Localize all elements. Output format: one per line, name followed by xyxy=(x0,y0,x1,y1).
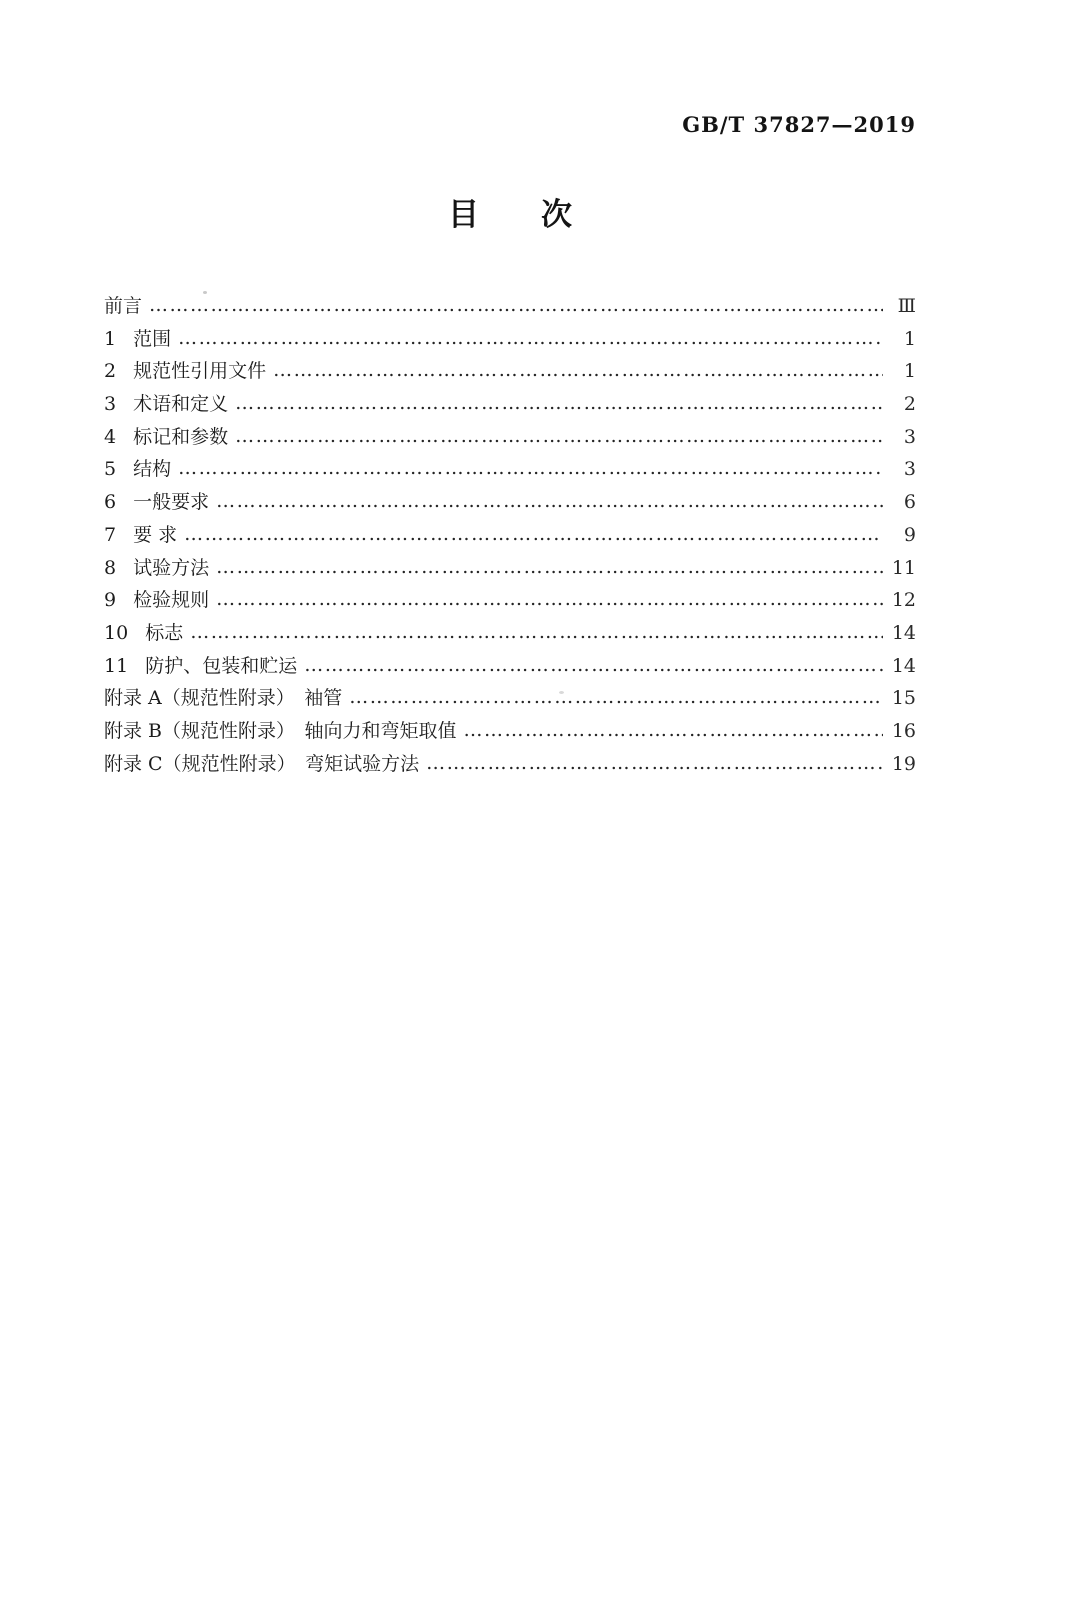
toc-entry-number: 3 xyxy=(104,393,117,416)
toc-entry-page: 3 xyxy=(903,458,916,481)
toc-entry xyxy=(104,421,916,454)
toc-entry-number: 10 xyxy=(104,621,129,644)
dot-leader xyxy=(216,551,883,584)
toc-entry xyxy=(104,617,916,650)
toc-entry-number: 9 xyxy=(104,589,117,612)
dot-leader xyxy=(464,714,883,747)
toc-entry-page: 2 xyxy=(903,393,916,416)
toc-entry-page: 12 xyxy=(891,589,916,612)
dot-leader xyxy=(235,387,883,420)
toc-entry-title: 标记和参数 xyxy=(133,425,229,448)
dot-leader xyxy=(184,518,883,551)
toc-entry-title: 术语和定义 xyxy=(133,393,229,416)
page-title: 目 次 xyxy=(448,197,572,233)
toc-entry-title: 防护、包装和贮运 xyxy=(145,654,298,677)
toc-entry-title: 规范性引用文件 xyxy=(133,360,267,383)
toc-entry-title: 要 求 xyxy=(133,523,178,546)
toc-entry-number: 4 xyxy=(104,425,117,448)
toc-entry-title: 试验方法 xyxy=(133,556,210,579)
dot-leader xyxy=(190,616,883,649)
dot-leader xyxy=(349,681,883,714)
toc-entry-page: 9 xyxy=(903,523,916,546)
toc-entry-number: 1 xyxy=(104,327,117,350)
toc-entry xyxy=(104,682,916,715)
toc-entry-title: 附录 B（规范性附录） 轴向力和弯矩取值 xyxy=(104,719,457,742)
doc-number: GB/T 37827—2019 xyxy=(682,112,916,137)
toc-entry xyxy=(104,715,916,748)
toc-entry xyxy=(104,290,916,323)
toc-entry-number: 11 xyxy=(104,654,129,677)
dot-leader xyxy=(273,354,883,387)
toc-entry-title: 标志 xyxy=(145,621,184,644)
toc-entry xyxy=(104,519,916,552)
toc-entry-title: 结构 xyxy=(133,458,172,481)
toc-entry-number: 2 xyxy=(104,360,117,383)
dot-leader xyxy=(216,583,883,616)
toc-entry xyxy=(104,552,916,585)
toc-entry xyxy=(104,355,916,388)
scan-artifact xyxy=(203,291,207,294)
toc-entry-number: 5 xyxy=(104,458,117,481)
toc-entry-page: 15 xyxy=(891,687,916,710)
toc-entry-page: 1 xyxy=(903,327,916,350)
toc-entry-page: 19 xyxy=(891,752,916,775)
toc-entry xyxy=(104,453,916,486)
toc-entry-page: 3 xyxy=(903,425,916,448)
toc-entry xyxy=(104,323,916,356)
toc-entry-title: 一般要求 xyxy=(133,491,210,514)
toc-entry-page: 14 xyxy=(891,654,916,677)
toc-entry xyxy=(104,650,916,683)
scan-artifact xyxy=(559,691,564,694)
toc-entry-number: 6 xyxy=(104,491,117,514)
toc-entry-page: 1 xyxy=(903,360,916,383)
dot-leader xyxy=(149,289,883,322)
page-content xyxy=(104,112,916,780)
toc-entry-page: Ⅲ xyxy=(897,295,916,317)
toc-entry xyxy=(104,748,916,781)
toc-list xyxy=(104,290,916,780)
toc-entry-page: 14 xyxy=(891,621,916,644)
dot-leader xyxy=(235,420,883,453)
toc-entry-title: 附录 C（规范性附录） 弯矩试验方法 xyxy=(104,752,420,775)
toc-entry xyxy=(104,584,916,617)
toc-entry-page: 11 xyxy=(891,556,916,579)
toc-entry xyxy=(104,486,916,519)
toc-entry-title: 前言 xyxy=(104,295,143,317)
toc-entry-page: 16 xyxy=(891,719,916,742)
dot-leader xyxy=(178,322,883,355)
dot-leader xyxy=(216,485,883,518)
toc-entry-title: 附录 A（规范性附录） 袖管 xyxy=(104,687,343,710)
toc-entry-title: 检验规则 xyxy=(133,589,210,612)
dot-leader xyxy=(178,452,883,485)
dot-leader xyxy=(426,747,883,780)
toc-entry-number: 8 xyxy=(104,556,117,579)
toc-entry-number: 7 xyxy=(104,523,117,546)
toc-entry-title: 范围 xyxy=(133,327,172,350)
toc-entry xyxy=(104,388,916,421)
dot-leader xyxy=(304,649,883,682)
toc-entry-page: 6 xyxy=(903,491,916,514)
